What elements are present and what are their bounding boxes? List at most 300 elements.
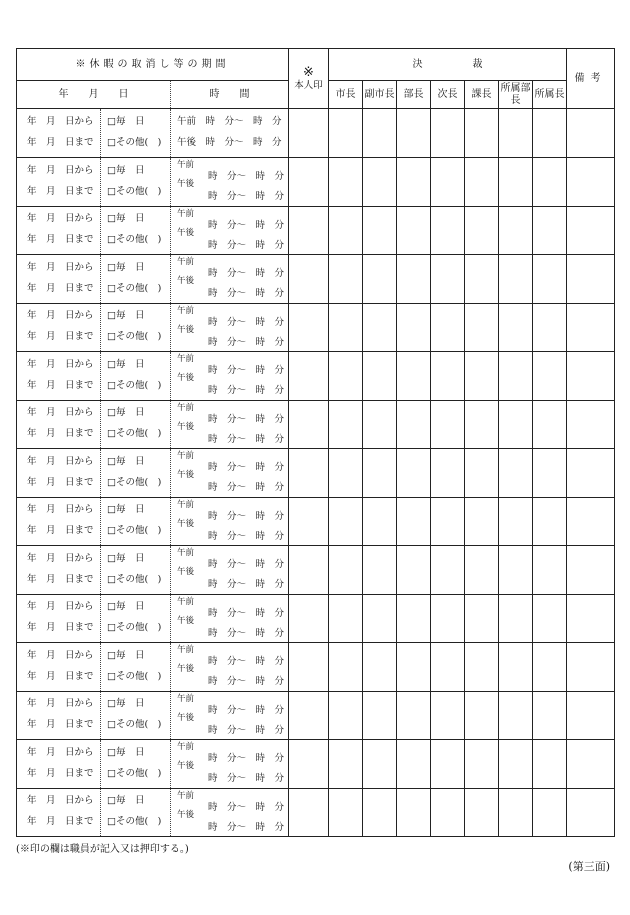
approval-cell[interactable] <box>397 788 431 837</box>
time-cell[interactable] <box>171 449 289 498</box>
am-label: 午前 <box>177 693 195 704</box>
kind-daily-checkbox[interactable]: □毎 日 <box>107 649 145 661</box>
date-cell[interactable] <box>17 158 101 207</box>
kind-other-checkbox[interactable]: □その他( ) <box>107 525 162 537</box>
own-seal-cell[interactable] <box>289 643 329 692</box>
time-cell[interactable] <box>171 206 289 255</box>
pm-label: 午後 <box>177 373 195 384</box>
pm-label: 午後 <box>177 421 195 432</box>
time-range-1: 時 分～ 時 分 <box>207 365 284 377</box>
approval-cell[interactable] <box>329 788 363 837</box>
approval-cell[interactable] <box>431 691 465 740</box>
approval-cell[interactable] <box>431 643 465 692</box>
approval-cell[interactable] <box>363 303 397 352</box>
am-label: 午前 <box>177 402 195 413</box>
date-from: 年 月 日から <box>27 504 94 516</box>
kind-other-checkbox[interactable]: □その他( ) <box>107 622 162 634</box>
time-range-2: 時 分～ 時 分 <box>207 530 284 542</box>
approval-cell[interactable] <box>397 691 431 740</box>
kind-other-checkbox[interactable]: □その他( ) <box>107 719 162 731</box>
date-from: 年 月 日から <box>27 552 94 564</box>
date-from: 年 月 日から <box>27 649 94 661</box>
approval-cell[interactable] <box>329 740 363 789</box>
form-table <box>16 48 615 837</box>
approval-cell[interactable] <box>465 594 499 643</box>
date-to: 年 月 日まで <box>27 525 94 537</box>
time-range-1: 時 分～ 時 分 <box>207 510 284 522</box>
pm-label: 午後 <box>177 615 195 626</box>
pm-label: 午後 <box>177 518 195 529</box>
approval-cell[interactable] <box>431 352 465 401</box>
kind-other-checkbox[interactable]: □その他( ) <box>107 379 162 391</box>
approval-cell[interactable] <box>329 691 363 740</box>
time-cell[interactable] <box>171 109 289 158</box>
approval-cell[interactable] <box>499 594 533 643</box>
date-from: 年 月 日から <box>27 746 94 758</box>
time-range-1: 時 分～ 時 分 <box>207 171 284 183</box>
remarks-cell[interactable] <box>567 788 615 837</box>
approver-unit-head: 所属長 <box>533 81 567 109</box>
approval-cell[interactable] <box>397 303 431 352</box>
kind-cell[interactable] <box>101 643 171 692</box>
time-range-2: 時 分～ 時 分 <box>207 676 284 688</box>
own-seal-cell[interactable] <box>289 303 329 352</box>
date-cell[interactable] <box>17 400 101 449</box>
page-label: (第三面) <box>568 860 610 873</box>
leave-row <box>17 497 615 546</box>
own-seal-cell[interactable] <box>289 788 329 837</box>
approval-cell[interactable] <box>363 788 397 837</box>
date-from: 年 月 日から <box>27 164 94 176</box>
pm-label: 午後 <box>177 664 195 675</box>
kind-daily-checkbox[interactable]: □毎 日 <box>107 310 145 322</box>
time-cell[interactable] <box>171 691 289 740</box>
time-cell[interactable] <box>171 594 289 643</box>
am-label: 午前 <box>177 548 195 559</box>
date-cell[interactable] <box>17 303 101 352</box>
approval-cell[interactable] <box>533 206 567 255</box>
approval-cell[interactable] <box>431 109 465 158</box>
date-header: 年 月 日 <box>17 81 171 109</box>
remarks-cell[interactable] <box>567 691 615 740</box>
time-header: 時 間 <box>171 81 289 109</box>
time-range-1: 時 分～ 時 分 <box>207 656 284 668</box>
remarks-cell[interactable] <box>567 546 615 595</box>
approval-cell[interactable] <box>431 546 465 595</box>
approval-cell[interactable] <box>431 206 465 255</box>
own-seal-cell[interactable] <box>289 158 329 207</box>
approver-dept-director: 所属部長 <box>499 81 533 109</box>
time-range-2: 時 分～ 時 分 <box>207 482 284 494</box>
am-label: 午前 <box>177 160 195 171</box>
approval-cell[interactable] <box>465 740 499 789</box>
approval-cell[interactable] <box>363 158 397 207</box>
approval-cell[interactable] <box>499 497 533 546</box>
approval-cell[interactable] <box>397 158 431 207</box>
approval-cell[interactable] <box>465 206 499 255</box>
approval-cell[interactable] <box>363 643 397 692</box>
approval-cell[interactable] <box>431 255 465 304</box>
approval-cell[interactable] <box>329 352 363 401</box>
kind-other-checkbox[interactable]: □その他( ) <box>107 282 162 294</box>
remarks-cell[interactable] <box>567 449 615 498</box>
own-seal-cell[interactable] <box>289 497 329 546</box>
kind-other-checkbox[interactable]: □その他( ) <box>107 573 162 585</box>
am-label: 午前 <box>177 354 195 365</box>
leave-row <box>17 206 615 255</box>
remarks-header: 備考 <box>567 49 615 109</box>
date-cell[interactable] <box>17 546 101 595</box>
kind-daily-checkbox[interactable]: □毎 日 <box>107 164 145 176</box>
kind-cell[interactable] <box>101 740 171 789</box>
date-cell[interactable] <box>17 206 101 255</box>
time-cell[interactable] <box>171 788 289 837</box>
approval-cell[interactable] <box>465 546 499 595</box>
approval-cell[interactable] <box>499 255 533 304</box>
approval-cell[interactable] <box>363 691 397 740</box>
time-range-1: 時 分～ 時 分 <box>207 268 284 280</box>
kind-cell[interactable] <box>101 691 171 740</box>
date-cell[interactable] <box>17 740 101 789</box>
own-seal-cell[interactable] <box>289 400 329 449</box>
date-to: 年 月 日まで <box>27 137 94 148</box>
approval-cell[interactable] <box>363 255 397 304</box>
kind-other-checkbox[interactable]: □その他( ) <box>107 767 162 779</box>
kind-cell[interactable] <box>101 352 171 401</box>
date-to: 年 月 日まで <box>27 185 94 197</box>
time-range-2: 時 分～ 時 分 <box>207 239 284 251</box>
approval-cell[interactable] <box>397 206 431 255</box>
own-seal-cell[interactable] <box>289 449 329 498</box>
time-range-1: 時 分～ 時 分 <box>207 559 284 571</box>
time-cell[interactable] <box>171 643 289 692</box>
approval-cell[interactable] <box>329 497 363 546</box>
am-label: 午前 <box>177 742 195 753</box>
approval-cell[interactable] <box>499 352 533 401</box>
remarks-cell[interactable] <box>567 594 615 643</box>
approval-cell[interactable] <box>363 449 397 498</box>
footnote: (※印の欄は職員が記入又は押印する。) <box>16 844 189 855</box>
approval-cell[interactable] <box>465 303 499 352</box>
approval-cell[interactable] <box>329 158 363 207</box>
approval-cell[interactable] <box>397 449 431 498</box>
kind-daily-checkbox[interactable]: □毎 日 <box>107 213 145 225</box>
date-from: 年 月 日から <box>27 116 94 128</box>
time-range-1: 時 分～ 時 分 <box>207 607 284 619</box>
time-range-1: 時 分～ 時 分 <box>207 316 284 328</box>
kind-daily-checkbox[interactable]: □毎 日 <box>107 407 145 419</box>
kind-cell[interactable] <box>101 206 171 255</box>
time-range-1: 時 分～ 時 分 <box>207 704 284 716</box>
time-range-2: 時 分～ 時 分 <box>207 336 284 348</box>
kind-daily-checkbox[interactable]: □毎 日 <box>107 795 145 807</box>
leave-row <box>17 255 615 304</box>
remarks-cell[interactable] <box>567 255 615 304</box>
approval-cell[interactable] <box>533 740 567 789</box>
approval-cell[interactable] <box>329 400 363 449</box>
remarks-cell[interactable] <box>567 740 615 789</box>
approval-cell[interactable] <box>533 497 567 546</box>
header-row-1 <box>17 49 615 81</box>
leave-row <box>17 352 615 401</box>
approval-cell[interactable] <box>533 449 567 498</box>
time-cell[interactable] <box>171 255 289 304</box>
time-range-2: 時 分～ 時 分 <box>207 821 284 833</box>
date-to: 年 月 日まで <box>27 670 94 682</box>
approval-cell[interactable] <box>465 691 499 740</box>
date-to: 年 月 日まで <box>27 767 94 779</box>
approval-cell[interactable] <box>533 594 567 643</box>
remarks-cell[interactable] <box>567 158 615 207</box>
time-cell[interactable] <box>171 158 289 207</box>
approval-cell[interactable] <box>533 643 567 692</box>
approval-cell[interactable] <box>329 643 363 692</box>
date-cell[interactable] <box>17 788 101 837</box>
approval-cell[interactable] <box>465 400 499 449</box>
approval-cell[interactable] <box>431 594 465 643</box>
kind-other-checkbox[interactable]: □その他( ) <box>107 331 162 343</box>
approval-cell[interactable] <box>363 400 397 449</box>
kind-daily-checkbox[interactable]: □毎 日 <box>107 552 145 564</box>
approval-cell[interactable] <box>499 303 533 352</box>
leave-row <box>17 303 615 352</box>
kind-cell[interactable] <box>101 546 171 595</box>
kind-cell[interactable] <box>101 449 171 498</box>
approval-cell[interactable] <box>363 109 397 158</box>
mark-symbol: ※ <box>303 64 314 80</box>
approval-cell[interactable] <box>431 303 465 352</box>
approval-cell[interactable] <box>363 206 397 255</box>
approval-cell[interactable] <box>397 643 431 692</box>
time-cell[interactable] <box>171 303 289 352</box>
date-to: 年 月 日まで <box>27 331 94 343</box>
kind-other-checkbox[interactable]: □その他( ) <box>107 428 162 440</box>
approval-cell[interactable] <box>363 740 397 789</box>
approval-cell[interactable] <box>397 109 431 158</box>
kind-other-checkbox[interactable]: □その他( ) <box>107 816 162 828</box>
kind-daily-checkbox[interactable]: □毎 日 <box>107 504 145 516</box>
approval-cell[interactable] <box>363 497 397 546</box>
kind-daily-checkbox[interactable]: □毎 日 <box>107 261 145 273</box>
approval-cell[interactable] <box>397 352 431 401</box>
kind-cell[interactable] <box>101 255 171 304</box>
time-range-2: 時 分～ 時 分 <box>207 627 284 639</box>
approval-cell[interactable] <box>533 400 567 449</box>
kind-cell[interactable] <box>101 497 171 546</box>
kind-daily-checkbox[interactable]: □毎 日 <box>107 746 145 758</box>
kind-cell[interactable] <box>101 594 171 643</box>
approval-cell[interactable] <box>533 691 567 740</box>
time-range-2: 時 分～ 時 分 <box>207 773 284 785</box>
approval-cell[interactable] <box>499 206 533 255</box>
own-seal-cell[interactable] <box>289 352 329 401</box>
pm-label: 午後 <box>177 227 195 238</box>
kind-cell[interactable] <box>101 303 171 352</box>
pm-label: 午後 <box>177 712 195 723</box>
approval-cell[interactable] <box>465 497 499 546</box>
leave-row <box>17 740 615 789</box>
approval-cell[interactable] <box>533 255 567 304</box>
kind-other-checkbox[interactable]: □その他( ) <box>107 137 162 148</box>
own-seal-cell[interactable] <box>289 206 329 255</box>
time-cell[interactable] <box>171 400 289 449</box>
approval-cell[interactable] <box>329 449 363 498</box>
leave-row <box>17 546 615 595</box>
approval-cell[interactable] <box>397 546 431 595</box>
kind-daily-checkbox[interactable]: □毎 日 <box>107 116 145 128</box>
approval-cell[interactable] <box>499 158 533 207</box>
approval-cell[interactable] <box>533 352 567 401</box>
remarks-cell[interactable] <box>567 400 615 449</box>
approval-cell[interactable] <box>465 449 499 498</box>
approval-cell[interactable] <box>533 303 567 352</box>
approval-cell[interactable] <box>465 158 499 207</box>
approval-cell[interactable] <box>499 449 533 498</box>
approval-cell[interactable] <box>397 740 431 789</box>
approval-cell[interactable] <box>431 788 465 837</box>
approval-cell[interactable] <box>363 352 397 401</box>
pm-label: 午後 <box>177 567 195 578</box>
kind-daily-checkbox[interactable]: □毎 日 <box>107 601 145 613</box>
date-to: 年 月 日まで <box>27 816 94 828</box>
date-from: 年 月 日から <box>27 795 94 807</box>
approval-cell[interactable] <box>397 255 431 304</box>
leave-row <box>17 643 615 692</box>
kind-daily-checkbox[interactable]: □毎 日 <box>107 358 145 370</box>
approval-cell[interactable] <box>431 740 465 789</box>
approval-header: 決 裁 <box>329 49 567 81</box>
date-cell[interactable] <box>17 497 101 546</box>
date-cell[interactable] <box>17 594 101 643</box>
pm-label: 午後 <box>177 809 195 820</box>
date-from: 年 月 日から <box>27 698 94 710</box>
approval-cell[interactable] <box>533 546 567 595</box>
approval-cell[interactable] <box>329 255 363 304</box>
am-label: 午前 <box>177 208 195 219</box>
approval-cell[interactable] <box>431 449 465 498</box>
approval-cell[interactable] <box>329 303 363 352</box>
time-range-2: 時 分～ 時 分 <box>207 724 284 736</box>
approval-cell[interactable] <box>533 109 567 158</box>
approval-cell[interactable] <box>465 255 499 304</box>
time-pm-range: 午後 時 分～ 時 分 <box>177 137 282 148</box>
own-seal-cell[interactable] <box>289 594 329 643</box>
time-am-range: 午前 時 分～ 時 分 <box>177 116 282 128</box>
approval-cell[interactable] <box>431 400 465 449</box>
kind-daily-checkbox[interactable]: □毎 日 <box>107 698 145 710</box>
pm-label: 午後 <box>177 324 195 335</box>
kind-other-checkbox[interactable]: □その他( ) <box>107 234 162 246</box>
date-to: 年 月 日まで <box>27 573 94 585</box>
own-seal-cell[interactable] <box>289 255 329 304</box>
approval-cell[interactable] <box>431 497 465 546</box>
approval-cell[interactable] <box>465 352 499 401</box>
kind-other-checkbox[interactable]: □その他( ) <box>107 185 162 197</box>
kind-cell[interactable] <box>101 400 171 449</box>
remarks-cell[interactable] <box>567 109 615 158</box>
leave-row <box>17 449 615 498</box>
kind-cell[interactable] <box>101 158 171 207</box>
time-range-2: 時 分～ 時 分 <box>207 288 284 300</box>
date-cell[interactable] <box>17 109 101 158</box>
approval-cell[interactable] <box>533 158 567 207</box>
approval-cell[interactable] <box>465 643 499 692</box>
remarks-cell[interactable] <box>567 206 615 255</box>
approval-cell[interactable] <box>499 546 533 595</box>
approval-cell[interactable] <box>363 594 397 643</box>
date-cell[interactable] <box>17 255 101 304</box>
leave-row <box>17 691 615 740</box>
approval-cell[interactable] <box>329 109 363 158</box>
date-to: 年 月 日まで <box>27 622 94 634</box>
date-cell[interactable] <box>17 643 101 692</box>
time-cell[interactable] <box>171 546 289 595</box>
own-seal-label: 本人印 <box>294 79 323 91</box>
kind-cell[interactable] <box>101 109 171 158</box>
am-label: 午前 <box>177 499 195 510</box>
remarks-cell[interactable] <box>567 497 615 546</box>
remarks-cell[interactable] <box>567 303 615 352</box>
approval-cell[interactable] <box>397 497 431 546</box>
approval-cell[interactable] <box>363 546 397 595</box>
approval-cell[interactable] <box>499 740 533 789</box>
approval-cell[interactable] <box>397 400 431 449</box>
date-cell[interactable] <box>17 352 101 401</box>
remarks-cell[interactable] <box>567 352 615 401</box>
approver-director: 部長 <box>397 81 431 109</box>
approval-cell[interactable] <box>329 546 363 595</box>
approval-cell[interactable] <box>397 594 431 643</box>
kind-other-checkbox[interactable]: □その他( ) <box>107 670 162 682</box>
pm-label: 午後 <box>177 179 195 190</box>
date-to: 年 月 日まで <box>27 379 94 391</box>
time-cell[interactable] <box>171 497 289 546</box>
approval-cell[interactable] <box>465 109 499 158</box>
approver-deputy-director: 次長 <box>431 81 465 109</box>
approval-cell[interactable] <box>499 788 533 837</box>
approver-mayor: 市長 <box>329 81 363 109</box>
time-range-1: 時 分～ 時 分 <box>207 219 284 231</box>
approval-cell[interactable] <box>499 109 533 158</box>
am-label: 午前 <box>177 451 195 462</box>
approval-cell[interactable] <box>431 158 465 207</box>
approval-cell[interactable] <box>499 400 533 449</box>
kind-daily-checkbox[interactable]: □毎 日 <box>107 455 145 467</box>
own-seal-cell[interactable] <box>289 691 329 740</box>
approval-cell[interactable] <box>499 691 533 740</box>
own-seal-cell[interactable] <box>289 109 329 158</box>
kind-cell[interactable] <box>101 788 171 837</box>
date-from: 年 月 日から <box>27 213 94 225</box>
kind-other-checkbox[interactable]: □その他( ) <box>107 476 162 488</box>
time-cell[interactable] <box>171 352 289 401</box>
time-range-2: 時 分～ 時 分 <box>207 385 284 397</box>
time-cell[interactable] <box>171 740 289 789</box>
own-seal-cell[interactable] <box>289 740 329 789</box>
approval-cell[interactable] <box>499 643 533 692</box>
pm-label: 午後 <box>177 470 195 481</box>
own-seal-cell[interactable] <box>289 546 329 595</box>
approval-cell[interactable] <box>533 788 567 837</box>
time-range-1: 時 分～ 時 分 <box>207 801 284 813</box>
approval-cell[interactable] <box>329 206 363 255</box>
remarks-cell[interactable] <box>567 643 615 692</box>
approval-cell[interactable] <box>329 594 363 643</box>
date-cell[interactable] <box>17 449 101 498</box>
approval-cell[interactable] <box>465 788 499 837</box>
cancel-period-header: ※休暇の取消し等の期間 <box>17 49 289 81</box>
date-cell[interactable] <box>17 691 101 740</box>
